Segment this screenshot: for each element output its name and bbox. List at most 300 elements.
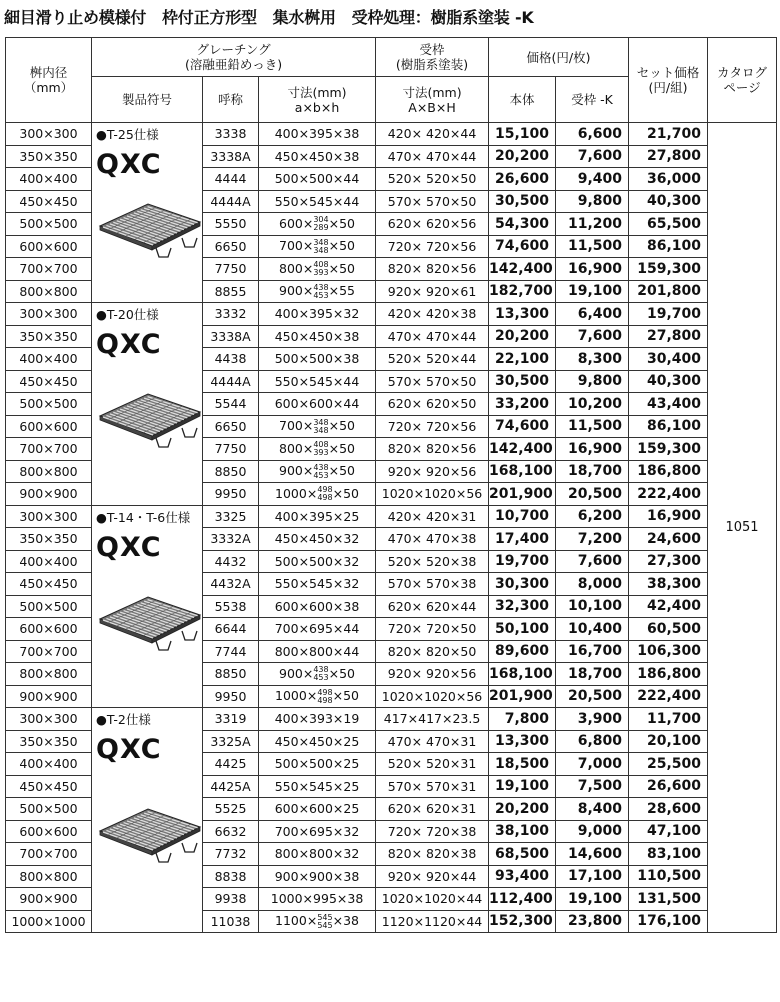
inner-size-cell: 700×700 xyxy=(6,438,92,461)
body-price-cell: 13,300 xyxy=(489,303,556,326)
set-price-cell: 186,800 xyxy=(629,663,708,686)
header-set-price: セット価格 (円/組) xyxy=(629,38,708,123)
frame-price-cell: 18,700 xyxy=(556,663,629,686)
header-nominal: 呼称 xyxy=(203,77,259,123)
spec-label: ●T-14・T-6仕様 xyxy=(96,509,191,525)
grating-dim-cell: 800× 408 393 ×50 xyxy=(259,258,376,281)
inner-size-cell: 600×600 xyxy=(6,618,92,641)
dim-fraction: 545 545 xyxy=(317,912,333,930)
table-body xyxy=(6,123,777,933)
body-price-cell: 26,600 xyxy=(489,168,556,191)
frame-price-cell: 8,400 xyxy=(556,798,629,821)
frame-price-cell: 10,200 xyxy=(556,393,629,416)
product-cell xyxy=(92,505,203,708)
nominal-cell: 3332A xyxy=(203,528,259,551)
frame-price-cell: 9,000 xyxy=(556,820,629,843)
grating-image xyxy=(98,805,202,866)
body-price-cell: 168,100 xyxy=(489,460,556,483)
frame-dim-cell: 520× 520×38 xyxy=(376,550,489,573)
nominal-cell: 5525 xyxy=(203,798,259,821)
frame-dim-cell: 620× 620×31 xyxy=(376,798,489,821)
grating-dim-cell: 700× 348 348 ×50 xyxy=(259,415,376,438)
frame-dim-cell: 520× 520×44 xyxy=(376,348,489,371)
frame-price-cell: 16,700 xyxy=(556,640,629,663)
frame-dim-cell: 520× 520×31 xyxy=(376,753,489,776)
nominal-cell: 6632 xyxy=(203,820,259,843)
frame-dim-cell: 520× 520×50 xyxy=(376,168,489,191)
frame-price-cell: 7,500 xyxy=(556,775,629,798)
inner-size-cell: 300×300 xyxy=(6,708,92,731)
page-title: 細目滑り止め模様付 枠付正方形型 集水桝用 受枠処理：樹脂系塗装 -K xyxy=(4,8,534,27)
grating-dim-cell: 800×800×44 xyxy=(259,640,376,663)
frame-price-cell: 11,500 xyxy=(556,235,629,258)
body-price-cell: 30,500 xyxy=(489,190,556,213)
nominal-cell: 4438 xyxy=(203,348,259,371)
frame-dim-cell: 820× 820×38 xyxy=(376,843,489,866)
header-grating: グレーチング (溶融亜鉛めっき) xyxy=(92,38,376,77)
frame-price-cell: 9,800 xyxy=(556,190,629,213)
frame-dim-cell: 920× 920×44 xyxy=(376,865,489,888)
set-price-cell: 26,600 xyxy=(629,775,708,798)
body-price-cell: 20,200 xyxy=(489,325,556,348)
grating-dim-cell: 550×545×25 xyxy=(259,775,376,798)
nominal-cell: 5550 xyxy=(203,213,259,236)
frame-dim-cell: 470× 470×44 xyxy=(376,325,489,348)
frame-dim-cell: 1120×1120×44 xyxy=(376,910,489,933)
frame-price-cell: 19,100 xyxy=(556,280,629,303)
grating-dim-cell: 600×600×38 xyxy=(259,595,376,618)
inner-size-cell: 350×350 xyxy=(6,325,92,348)
grating-image-icon xyxy=(98,390,202,448)
dim-fraction: 348 348 xyxy=(313,417,329,435)
frame-price-cell: 6,800 xyxy=(556,730,629,753)
grating-dim-cell: 450×450×38 xyxy=(259,325,376,348)
frame-price-cell: 8,000 xyxy=(556,573,629,596)
set-price-cell: 27,800 xyxy=(629,325,708,348)
table-row xyxy=(6,303,777,326)
frame-dim-cell: 1020×1020×56 xyxy=(376,483,489,506)
dim-fraction: 408 393 xyxy=(313,260,329,277)
product-code: QXC xyxy=(96,531,162,563)
grating-dim-cell: 450×450×38 xyxy=(259,145,376,168)
frame-price-cell: 7,200 xyxy=(556,528,629,551)
frame-dim-cell: 420× 420×38 xyxy=(376,303,489,326)
nominal-cell: 4444 xyxy=(203,168,259,191)
body-price-cell: 30,500 xyxy=(489,370,556,393)
product-cell xyxy=(92,303,203,506)
frame-price-cell: 20,500 xyxy=(556,483,629,506)
grating-dim-cell: 700× 348 348 ×50 xyxy=(259,235,376,258)
price-table xyxy=(5,37,777,933)
frame-price-cell: 16,900 xyxy=(556,258,629,281)
nominal-cell: 3338A xyxy=(203,145,259,168)
inner-size-cell: 400×400 xyxy=(6,348,92,371)
body-price-cell: 168,100 xyxy=(489,663,556,686)
body-price-cell: 13,300 xyxy=(489,730,556,753)
frame-dim-cell: 720× 720×56 xyxy=(376,235,489,258)
grating-dim-cell: 900× 438 453 ×50 xyxy=(259,663,376,686)
body-price-cell: 30,300 xyxy=(489,573,556,596)
body-price-cell: 201,900 xyxy=(489,483,556,506)
grating-dim-cell: 600× 304 289 ×50 xyxy=(259,213,376,236)
set-price-cell: 176,100 xyxy=(629,910,708,933)
frame-dim-cell: 420× 420×31 xyxy=(376,505,489,528)
frame-price-cell: 7,600 xyxy=(556,550,629,573)
grating-dim-cell: 550×545×44 xyxy=(259,190,376,213)
inner-size-cell: 1000×1000 xyxy=(6,910,92,933)
inner-size-cell: 800×800 xyxy=(6,460,92,483)
product-cell xyxy=(92,123,203,303)
table-row xyxy=(6,505,777,528)
frame-dim-cell: 570× 570×50 xyxy=(376,370,489,393)
frame-price-cell: 3,900 xyxy=(556,708,629,731)
frame-price-cell: 17,100 xyxy=(556,865,629,888)
inner-size-cell: 600×600 xyxy=(6,820,92,843)
nominal-cell: 9950 xyxy=(203,483,259,506)
body-price-cell: 54,300 xyxy=(489,213,556,236)
frame-price-cell: 9,400 xyxy=(556,168,629,191)
dim-fraction: 304 289 xyxy=(313,215,329,232)
body-price-cell: 38,100 xyxy=(489,820,556,843)
set-price-cell: 21,700 xyxy=(629,123,708,146)
frame-price-cell: 7,600 xyxy=(556,325,629,348)
body-price-cell: 201,900 xyxy=(489,685,556,708)
grating-dim-cell: 800×800×32 xyxy=(259,843,376,866)
inner-size-cell: 450×450 xyxy=(6,190,92,213)
inner-size-cell: 700×700 xyxy=(6,258,92,281)
set-price-cell: 38,300 xyxy=(629,573,708,596)
grating-image-icon xyxy=(98,593,202,651)
grating-dim-cell: 1000× 498 498 ×50 xyxy=(259,483,376,506)
inner-size-cell: 350×350 xyxy=(6,730,92,753)
nominal-cell: 7732 xyxy=(203,843,259,866)
body-price-cell: 10,700 xyxy=(489,505,556,528)
frame-dim-cell: 620× 620×50 xyxy=(376,393,489,416)
grating-dim-cell: 600×600×44 xyxy=(259,393,376,416)
nominal-cell: 6650 xyxy=(203,415,259,438)
grating-dim-cell: 700×695×32 xyxy=(259,820,376,843)
body-price-cell: 19,100 xyxy=(489,775,556,798)
frame-price-cell: 6,400 xyxy=(556,303,629,326)
frame-price-cell: 18,700 xyxy=(556,460,629,483)
nominal-cell: 3338A xyxy=(203,325,259,348)
set-price-cell: 222,400 xyxy=(629,483,708,506)
header-price: 価格(円/枚) xyxy=(489,38,629,77)
body-price-cell: 93,400 xyxy=(489,865,556,888)
nominal-cell: 6650 xyxy=(203,235,259,258)
grating-dim-cell: 1100× 545 545 ×38 xyxy=(259,910,376,933)
frame-price-cell: 16,900 xyxy=(556,438,629,461)
frame-price-cell: 8,300 xyxy=(556,348,629,371)
nominal-cell: 3325 xyxy=(203,505,259,528)
set-price-cell: 159,300 xyxy=(629,258,708,281)
inner-size-cell: 450×450 xyxy=(6,370,92,393)
header-catalog: カタログ ページ xyxy=(708,38,777,123)
frame-dim-cell: 820× 820×56 xyxy=(376,258,489,281)
nominal-cell: 7744 xyxy=(203,640,259,663)
grating-dim-cell: 500×500×44 xyxy=(259,168,376,191)
inner-size-cell: 500×500 xyxy=(6,595,92,618)
frame-dim-cell: 720× 720×38 xyxy=(376,820,489,843)
product-code: QXC xyxy=(96,149,162,180)
body-price-cell: 19,700 xyxy=(489,550,556,573)
body-price-cell: 89,600 xyxy=(489,640,556,663)
frame-price-cell: 6,200 xyxy=(556,505,629,528)
nominal-cell: 9938 xyxy=(203,888,259,911)
inner-size-cell: 350×350 xyxy=(6,145,92,168)
spec-label: ●T-25仕様 xyxy=(96,127,159,142)
frame-dim-cell: 920× 920×56 xyxy=(376,663,489,686)
nominal-cell: 8855 xyxy=(203,280,259,303)
frame-price-cell: 14,600 xyxy=(556,843,629,866)
frame-dim-cell: 570× 570×31 xyxy=(376,775,489,798)
grating-dim-cell: 1000×995×38 xyxy=(259,888,376,911)
set-price-cell: 201,800 xyxy=(629,280,708,303)
body-price-cell: 17,400 xyxy=(489,528,556,551)
grating-dim-cell: 700×695×44 xyxy=(259,618,376,641)
inner-size-cell: 600×600 xyxy=(6,415,92,438)
frame-dim-cell: 420× 420×44 xyxy=(376,123,489,146)
body-price-cell: 182,700 xyxy=(489,280,556,303)
frame-dim-cell: 470× 470×38 xyxy=(376,528,489,551)
body-price-cell: 142,400 xyxy=(489,438,556,461)
set-price-cell: 16,900 xyxy=(629,505,708,528)
nominal-cell: 7750 xyxy=(203,438,259,461)
header-frame-price: 受枠 -K xyxy=(556,77,629,123)
nominal-cell: 7750 xyxy=(203,258,259,281)
body-price-cell: 18,500 xyxy=(489,753,556,776)
frame-dim-cell: 1020×1020×44 xyxy=(376,888,489,911)
inner-size-cell: 400×400 xyxy=(6,168,92,191)
grating-dim-cell: 500×500×38 xyxy=(259,348,376,371)
grating-dim-cell: 1000× 498 498 ×50 xyxy=(259,685,376,708)
frame-price-cell: 19,100 xyxy=(556,888,629,911)
inner-size-cell: 300×300 xyxy=(6,505,92,528)
nominal-cell: 4432A xyxy=(203,573,259,596)
table-row xyxy=(6,123,777,146)
set-price-cell: 159,300 xyxy=(629,438,708,461)
body-price-cell: 22,100 xyxy=(489,348,556,371)
inner-size-cell: 700×700 xyxy=(6,640,92,663)
header-product-code: 製品符号 xyxy=(92,77,203,123)
frame-dim-cell: 1020×1020×56 xyxy=(376,685,489,708)
dim-fraction: 438 453 xyxy=(313,462,329,480)
frame-dim-cell: 720× 720×56 xyxy=(376,415,489,438)
grating-dim-cell: 550×545×32 xyxy=(259,573,376,596)
set-price-cell: 11,700 xyxy=(629,708,708,731)
set-price-cell: 20,100 xyxy=(629,730,708,753)
nominal-cell: 4444A xyxy=(203,190,259,213)
nominal-cell: 3325A xyxy=(203,730,259,753)
set-price-cell: 86,100 xyxy=(629,415,708,438)
nominal-cell: 5544 xyxy=(203,393,259,416)
dim-fraction: 498 498 xyxy=(317,485,333,502)
set-price-cell: 40,300 xyxy=(629,190,708,213)
inner-size-cell: 400×400 xyxy=(6,550,92,573)
inner-size-cell: 600×600 xyxy=(6,235,92,258)
set-price-cell: 65,500 xyxy=(629,213,708,236)
frame-dim-cell: 820× 820×50 xyxy=(376,640,489,663)
body-price-cell: 50,100 xyxy=(489,618,556,641)
body-price-cell: 20,200 xyxy=(489,798,556,821)
frame-price-cell: 7,600 xyxy=(556,145,629,168)
spec-label: ●T-2仕様 xyxy=(96,712,151,727)
body-price-cell: 74,600 xyxy=(489,235,556,258)
frame-dim-cell: 620× 620×56 xyxy=(376,213,489,236)
inner-size-cell: 500×500 xyxy=(6,213,92,236)
grating-dim-cell: 550×545×44 xyxy=(259,370,376,393)
inner-size-cell: 350×350 xyxy=(6,528,92,551)
frame-dim-cell: 417×417×23.5 xyxy=(376,708,489,731)
table-row xyxy=(6,708,777,731)
grating-dim-cell: 600×600×25 xyxy=(259,798,376,821)
nominal-cell: 8838 xyxy=(203,865,259,888)
frame-dim-cell: 470× 470×31 xyxy=(376,730,489,753)
inner-size-cell: 800×800 xyxy=(6,865,92,888)
grating-image xyxy=(98,390,202,451)
nominal-cell: 3338 xyxy=(203,123,259,146)
frame-price-cell: 9,800 xyxy=(556,370,629,393)
body-price-cell: 152,300 xyxy=(489,910,556,933)
inner-size-cell: 900×900 xyxy=(6,483,92,506)
grating-image xyxy=(98,593,202,654)
set-price-cell: 28,600 xyxy=(629,798,708,821)
header-frame: 受枠 (樹脂系塗装) xyxy=(376,38,489,77)
body-price-cell: 20,200 xyxy=(489,145,556,168)
grating-dim-cell: 400×393×19 xyxy=(259,708,376,731)
set-price-cell: 106,300 xyxy=(629,640,708,663)
set-price-cell: 60,500 xyxy=(629,618,708,641)
nominal-cell: 3319 xyxy=(203,708,259,731)
body-price-cell: 74,600 xyxy=(489,415,556,438)
dim-fraction: 408 393 xyxy=(313,440,329,457)
frame-price-cell: 20,500 xyxy=(556,685,629,708)
frame-price-cell: 11,200 xyxy=(556,213,629,236)
set-price-cell: 83,100 xyxy=(629,843,708,866)
body-price-cell: 68,500 xyxy=(489,843,556,866)
set-price-cell: 27,800 xyxy=(629,145,708,168)
frame-dim-cell: 820× 820×56 xyxy=(376,438,489,461)
grating-dim-cell: 800× 408 393 ×50 xyxy=(259,438,376,461)
inner-size-cell: 800×800 xyxy=(6,663,92,686)
set-price-cell: 222,400 xyxy=(629,685,708,708)
product-code: QXC xyxy=(96,329,162,360)
set-price-cell: 42,400 xyxy=(629,595,708,618)
nominal-cell: 3332 xyxy=(203,303,259,326)
spec-label: ●T-20仕様 xyxy=(96,307,159,322)
header-body-price: 本体 xyxy=(489,77,556,123)
dim-fraction: 498 498 xyxy=(317,687,333,705)
body-price-cell: 7,800 xyxy=(489,708,556,731)
nominal-cell: 4425A xyxy=(203,775,259,798)
frame-dim-cell: 470× 470×44 xyxy=(376,145,489,168)
grating-dim-cell: 450×450×25 xyxy=(259,730,376,753)
nominal-cell: 8850 xyxy=(203,460,259,483)
set-price-cell: 86,100 xyxy=(629,235,708,258)
nominal-cell: 4444A xyxy=(203,370,259,393)
header-grating-dim: 寸法(mm) a×b×h xyxy=(259,77,376,123)
frame-dim-cell: 920× 920×56 xyxy=(376,460,489,483)
frame-price-cell: 10,400 xyxy=(556,618,629,641)
grating-image-icon xyxy=(98,805,202,863)
set-price-cell: 131,500 xyxy=(629,888,708,911)
nominal-cell: 11038 xyxy=(203,910,259,933)
set-price-cell: 36,000 xyxy=(629,168,708,191)
product-cell xyxy=(92,708,203,933)
frame-price-cell: 7,000 xyxy=(556,753,629,776)
grating-image-icon xyxy=(98,200,202,258)
inner-size-cell: 300×300 xyxy=(6,123,92,146)
grating-dim-cell: 400×395×25 xyxy=(259,505,376,528)
nominal-cell: 6644 xyxy=(203,618,259,641)
body-price-cell: 112,400 xyxy=(489,888,556,911)
inner-size-cell: 900×900 xyxy=(6,685,92,708)
body-price-cell: 32,300 xyxy=(489,595,556,618)
set-price-cell: 19,700 xyxy=(629,303,708,326)
grating-dim-cell: 900×900×38 xyxy=(259,865,376,888)
set-price-cell: 27,300 xyxy=(629,550,708,573)
frame-price-cell: 10,100 xyxy=(556,595,629,618)
frame-dim-cell: 720× 720×50 xyxy=(376,618,489,641)
inner-size-cell: 500×500 xyxy=(6,798,92,821)
nominal-cell: 8850 xyxy=(203,663,259,686)
frame-dim-cell: 570× 570×50 xyxy=(376,190,489,213)
inner-size-cell: 450×450 xyxy=(6,573,92,596)
product-code: QXC xyxy=(96,734,162,765)
dim-fraction: 438 453 xyxy=(313,282,329,300)
nominal-cell: 5538 xyxy=(203,595,259,618)
inner-size-cell: 700×700 xyxy=(6,843,92,866)
set-price-cell: 30,400 xyxy=(629,348,708,371)
inner-size-cell: 900×900 xyxy=(6,888,92,911)
grating-dim-cell: 900× 438 453 ×50 xyxy=(259,460,376,483)
frame-price-cell: 6,600 xyxy=(556,123,629,146)
set-price-cell: 110,500 xyxy=(629,865,708,888)
body-price-cell: 15,100 xyxy=(489,123,556,146)
set-price-cell: 186,800 xyxy=(629,460,708,483)
inner-size-cell: 800×800 xyxy=(6,280,92,303)
nominal-cell: 4432 xyxy=(203,550,259,573)
set-price-cell: 47,100 xyxy=(629,820,708,843)
nominal-cell: 4425 xyxy=(203,753,259,776)
header-frame-dim: 寸法(mm) A×B×H xyxy=(376,77,489,123)
grating-dim-cell: 900× 438 453 ×55 xyxy=(259,280,376,303)
set-price-cell: 24,600 xyxy=(629,528,708,551)
inner-size-cell: 300×300 xyxy=(6,303,92,326)
catalog-page-cell: 1051 xyxy=(708,123,777,933)
inner-size-cell: 400×400 xyxy=(6,753,92,776)
nominal-cell: 9950 xyxy=(203,685,259,708)
grating-dim-cell: 500×500×32 xyxy=(259,550,376,573)
dim-fraction: 438 453 xyxy=(313,665,329,682)
set-price-cell: 25,500 xyxy=(629,753,708,776)
frame-dim-cell: 920× 920×61 xyxy=(376,280,489,303)
set-price-cell: 40,300 xyxy=(629,370,708,393)
body-price-cell: 142,400 xyxy=(489,258,556,281)
dim-fraction: 348 348 xyxy=(313,237,329,255)
frame-dim-cell: 620× 620×44 xyxy=(376,595,489,618)
set-price-cell: 43,400 xyxy=(629,393,708,416)
body-price-cell: 33,200 xyxy=(489,393,556,416)
grating-dim-cell: 400×395×38 xyxy=(259,123,376,146)
grating-dim-cell: 500×500×25 xyxy=(259,753,376,776)
frame-price-cell: 11,500 xyxy=(556,415,629,438)
grating-dim-cell: 450×450×32 xyxy=(259,528,376,551)
inner-size-cell: 500×500 xyxy=(6,393,92,416)
frame-dim-cell: 570× 570×38 xyxy=(376,573,489,596)
grating-dim-cell: 400×395×32 xyxy=(259,303,376,326)
header-inner-size: 桝内径 （mm） xyxy=(6,38,92,123)
